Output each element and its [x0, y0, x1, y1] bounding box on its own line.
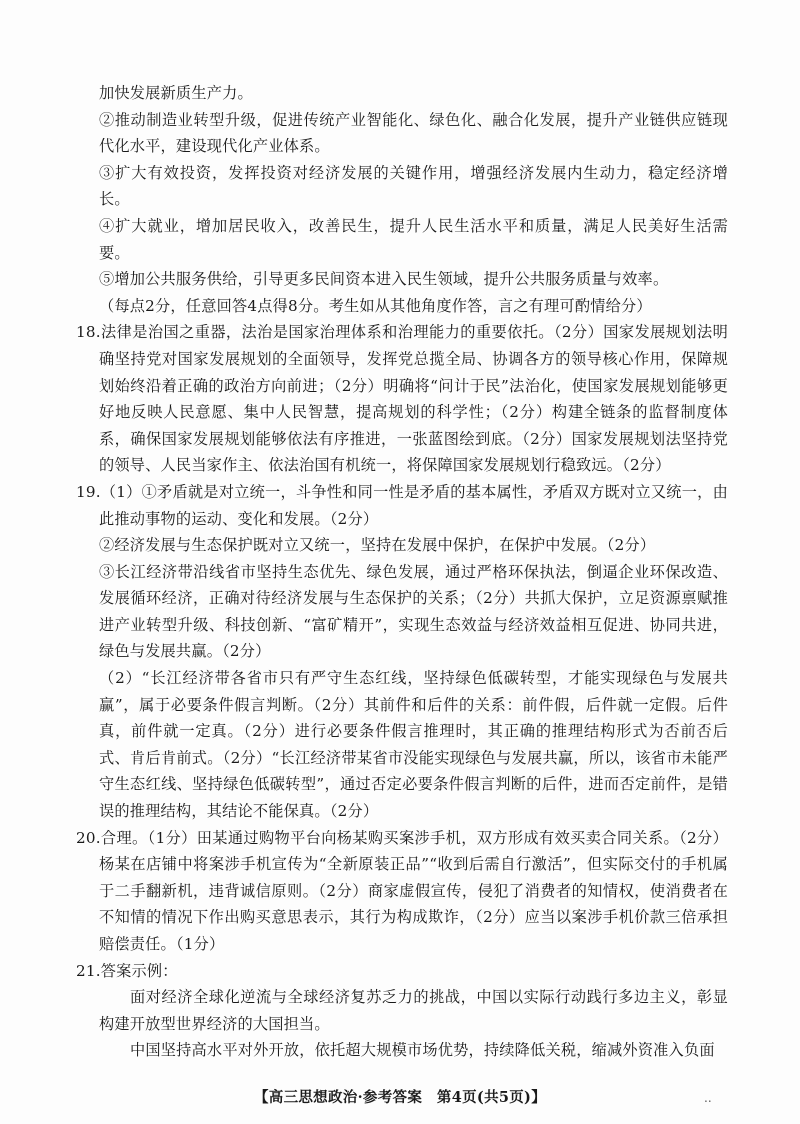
- answer-content: [76, 80, 728, 1064]
- question-20: 20.合理。（1分）田某通过购物平台向杨某购买案涉手机，双方形成有效买卖合同关系。（2分）杨某在店铺中将案涉手机宣传为“全新原装正品”“收到后需自行激活”，但实际交付的手机属于二手翻新机，违背诚信原则。（2分）商家虚假宣传，侵犯了消费者的知情权，使消费者在不知情的情况下作出购买意思表示，其行为构成欺诈，（2分）应当以案涉手机价款三倍承担赔偿责任。（1分）: [76, 828, 728, 953]
- answer-21-para-2: 中国坚持高水平对外开放，依托超大规模市场优势，持续降低关税，缩减外资准入负面: [130, 1041, 715, 1060]
- corner-mark: ..: [704, 1091, 712, 1105]
- question-21-heading: 21.答案示例：: [76, 961, 178, 980]
- point-3: ③扩大有效投资，发挥投资对经济发展的关键作用，增强经济发展内生动力，稳定经济增长。: [99, 163, 728, 209]
- page-footer: 【高三思想政治·参考答案 第4页(共5页)】: [253, 1089, 547, 1106]
- scoring-note-17: （每点2分，任意回答4点得8分。考生如从其他角度作答，言之有理可酌情给分）: [99, 296, 652, 315]
- point-4: ④扩大就业，增加居民收入，改善民生，提升人民生活水平和质量，满足人民美好生活需要。: [99, 216, 728, 262]
- continuation-line: 加快发展新质生产力。: [99, 84, 253, 102]
- answer-21-para-1: 面对经济全球化逆流与全球经济复苏乏力的挑战，中国以实际行动践行多边主义，彰显构建开放型世界经济的大国担当。: [99, 988, 728, 1033]
- point-5: ⑤增加公共服务供给，引导更多民间资本进入民生领域，提升公共服务质量与效率。: [99, 270, 669, 289]
- question-19-part2: （2）“长江经济带各省市只有严守生态红线，坚持绿色低碳转型，才能实现绿色与发展共赢”，属于必要条件假言判断。（2分）其前件和后件的关系：前件假，后件就一定假。后件真，前件就一定真。（2分）进行必要条件假言推理时，其正确的推理结构形式为否前否后式、肯后肯前式。（2分）“长江经济带某省市没能实现绿色与发展共赢，所以，该省市未能严守生态红线、坚持绿色低碳转型”，通过否定必要条件假言判断的后件，进而否定前件，是错误的推理结构，其结论不能保真。（2分）: [99, 669, 728, 821]
- question-19-part1-3: ③长江经济带沿线省市坚持生态优先、绿色发展，通过严格环保执法，倒逼企业环保改造、发展循环经济，正确对待经济发展与生态保护的关系；（2分）共抓大保护，立足资源禀赋推进产业转型升级、科技创新、“富矿精开”，实现生态效益与经济效益相互促进、协同共进，绿色与发展共赢。（2分）: [99, 562, 728, 661]
- question-19-part1-2: ②经济发展与生态保护既对立又统一，坚持在发展中保护，在保护中发展。（2分）: [99, 536, 656, 555]
- question-19-part1-1: 19.（1）①矛盾就是对立统一，斗争性和同一性是矛盾的基本属性，矛盾双方既对立又统一，由此推动事物的运动、变化和发展。（2分）: [76, 482, 728, 528]
- point-2: ②推动制造业转型升级，促进传统产业智能化、绿色化、融合化发展，提升产业链供应链现代化水平，建设现代化产业体系。: [99, 110, 728, 156]
- question-18: 18.法律是治国之重器，法治是国家治理体系和治理能力的重要依托。（2分）国家发展规划法明确坚持党对国家发展规划的全面领导，发挥党总揽全局、协调各方的领导核心作用，保障规划始终沿着正确的政治方向前进；（2分）明确将“问计于民”法治化，使国家发展规划能够更好地反映人民意愿、集中人民智慧，提高规划的科学性；（2分）构建全链条的监督制度体系，确保国家发展规划能够依法有序推进，一张蓝图绘到底。（2分）国家发展规划法坚持党的领导、人民当家作主、依法治国有机统一，将保障国家发展规划行稳致远。（2分）: [76, 323, 728, 475]
